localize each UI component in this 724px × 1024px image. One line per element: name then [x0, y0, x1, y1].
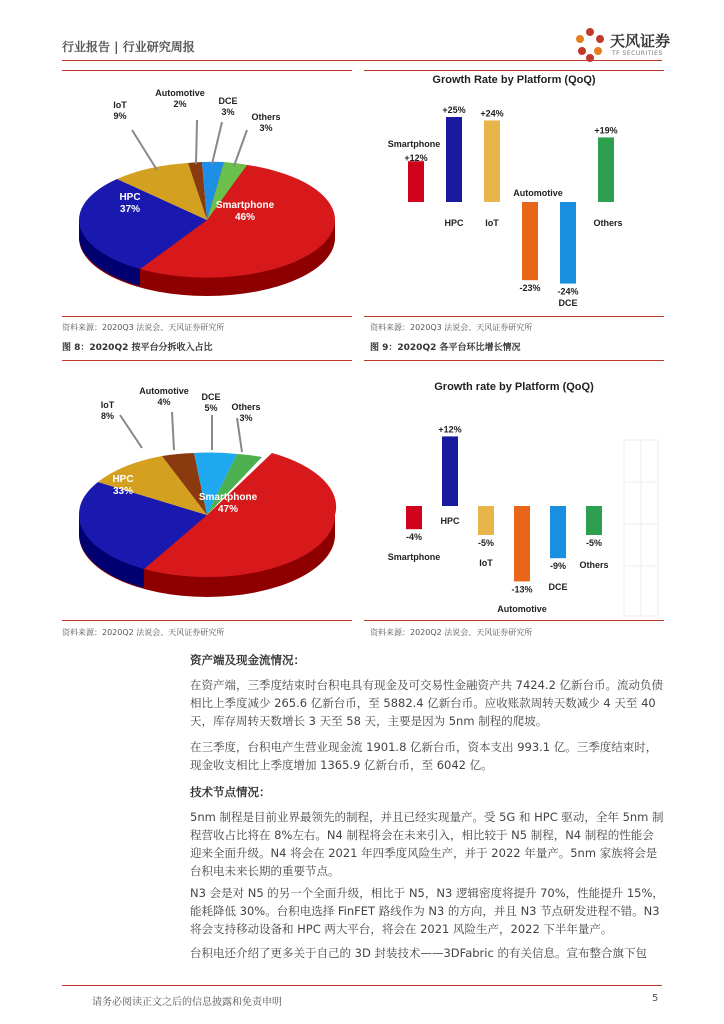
fig9-source: 资料来源：2020Q3 法说会、天风证券研究所 [370, 323, 533, 332]
bar-iot [484, 120, 500, 202]
bar-others [598, 137, 614, 202]
value-label-iot: +24% [480, 108, 504, 119]
fig8-label-smartphone: Smartphone 46% [215, 200, 275, 223]
category-label-automotive: Automotive [513, 188, 563, 198]
fig8-label-iot: IoT 9% [113, 100, 127, 121]
category-label-smartphone: Smartphone [387, 552, 441, 562]
bar-dce [560, 202, 576, 284]
fig11-bottom-rule [364, 620, 664, 621]
category-label-others: Others [593, 218, 623, 228]
fig9-caption: 图 9：2020Q2 各平台环比增长情况 [370, 343, 521, 353]
section-assets-heading: 资产端及现金流情况： [190, 653, 305, 667]
fig8-label-dce: DCE 3% [218, 96, 238, 117]
value-label-others: -5% [585, 538, 603, 548]
bar-automotive [514, 506, 530, 581]
fig11-bg-grid [624, 440, 658, 616]
fig10-top-rule [62, 360, 352, 361]
bar-hpc [446, 117, 462, 202]
paragraph-n3: N3 会是对 N5 的另一个全面升级，相比于 N5，N3 逻辑密度将提升 70%，性能提升 15%，能耗降低 30%。台积电选择 FinFET 路线作为 N3 的方向，并且 N3 节点研发进程不错。N3 将会支持移动设备和 HPC 两大平台，将会在 2021 风险生产，2022 下半年量产。 [190, 886, 664, 936]
paragraph-assets: 在资产端，三季度结束时台积电具有现金及可交易性金融资产共 7424.2 亿新台币。流动负债相比上季度减少 265.6 亿新台币，至 5882.4 亿新台币。应收账款周转天数减少 4 天至 40 天，库存周转天数增长 3 天至 58 天，主要是因为 5nm 制程的爬坡。 [190, 678, 664, 728]
value-label-others: +19% [594, 125, 618, 136]
fig8-label-hpc: HPC 37% [119, 192, 141, 215]
fig8-bottom-rule [62, 316, 352, 317]
report-breadcrumb: 行业报告 | 行业研究周报 [62, 40, 195, 54]
bar-smartphone [408, 161, 424, 202]
category-label-automotive: Automotive [497, 604, 547, 614]
value-label-automotive: -13% [511, 584, 533, 595]
bar-hpc [442, 436, 458, 506]
bar-automotive [522, 202, 538, 280]
category-label-hpc: HPC [444, 218, 464, 228]
fig11-source: 资料来源：2020Q2 法说会、天风证券研究所 [370, 628, 533, 637]
fig8-source: 资料来源：2020Q3 法说会、天风证券研究所 [62, 323, 225, 332]
fig10-label-smartphone: Smartphone 47% [198, 492, 258, 515]
bar-iot [478, 506, 494, 535]
fig9-title: Growth Rate by Platform (QoQ) [432, 74, 596, 86]
fig10-label-dce: DCE 5% [201, 392, 221, 413]
category-label-hpc: HPC [440, 516, 460, 526]
value-label-automotive: -23% [519, 283, 541, 294]
fig8-top-rule [62, 70, 352, 71]
paragraph-cashflow: 在三季度，台积电产生营业现金流 1901.8 亿新台币，资本支出 993.1 亿。三季度结束时，现金收支相比上季度增加 1365.9 亿新台币，至 6042 亿。 [190, 740, 658, 772]
fig11-title: Growth rate by Platform (QoQ) [434, 381, 594, 393]
fig10-label-iot: IoT 8% [100, 400, 115, 421]
footer-disclaimer: 请务必阅读正文之后的信息披露和免责申明 [92, 997, 282, 1008]
value-label-hpc: +12% [438, 424, 462, 435]
footer-divider [62, 985, 662, 986]
category-label-others: Others [579, 560, 609, 570]
fig8-caption: 图 8：2020Q2 按平台分拆收入占比 [62, 343, 213, 353]
fig10-source: 资料来源：2020Q2 法说会、天风证券研究所 [62, 628, 225, 637]
fig11-top-rule [364, 360, 664, 361]
fig8-label-others: Others 3% [251, 112, 281, 133]
value-label-iot: -5% [477, 538, 495, 548]
logo-subtitle: TF SECURITIES [612, 50, 663, 57]
value-label-dce: -24% [557, 286, 579, 297]
value-label-smartphone: +12% [404, 153, 428, 163]
paragraph-3dfabric: 台积电还介绍了更多关于自己的 3D 封装技术——3DFabric 的有关信息。宣布整合旗下包 [190, 946, 647, 960]
section-tech-heading: 技术节点情况： [190, 785, 271, 799]
fig10-label-automotive: Automotive 4% [139, 386, 189, 407]
bar-smartphone [406, 506, 422, 529]
category-label-dce: DCE [548, 582, 568, 592]
fig10-label-hpc: HPC 33% [112, 474, 134, 497]
fig9-bar-chart [364, 90, 664, 315]
company-logo-icon [570, 24, 610, 64]
value-label-hpc: +25% [442, 105, 466, 115]
category-label-iot: IoT [485, 218, 499, 228]
fig9-top-rule [364, 70, 664, 71]
fig11-bar-chart [364, 400, 664, 618]
fig8-label-automotive: Automotive 2% [155, 88, 205, 109]
bar-dce [550, 506, 566, 558]
page-number: 5 [652, 993, 659, 1004]
logo-name: 天风证券 [610, 32, 671, 50]
value-label-smartphone: -4% [405, 532, 423, 543]
fig10-bottom-rule [62, 620, 352, 621]
value-label-dce: -9% [549, 561, 567, 572]
category-label-iot: IoT [479, 558, 493, 568]
bar-others [586, 506, 602, 535]
paragraph-5nm: 5nm 制程是目前业界最领先的制程，并且已经实现量产。受 5G 和 HPC 驱动，全年 5nm 制程营收占比将在 8%左右。N4 制程将会在未来引入，相比较于 N5 制程，N4 制程的性能会迎来全面升级。N4 将会在 2021 年四季度风险生产，并于 2022 年量产。5nm 家族将会是台积电未来长期的重要节点。 [190, 810, 664, 878]
fig9-bottom-rule [364, 316, 664, 317]
category-label-smartphone: Smartphone [387, 139, 441, 149]
fig10-label-others: Others 3% [231, 402, 261, 423]
category-label-dce: DCE [558, 298, 578, 308]
